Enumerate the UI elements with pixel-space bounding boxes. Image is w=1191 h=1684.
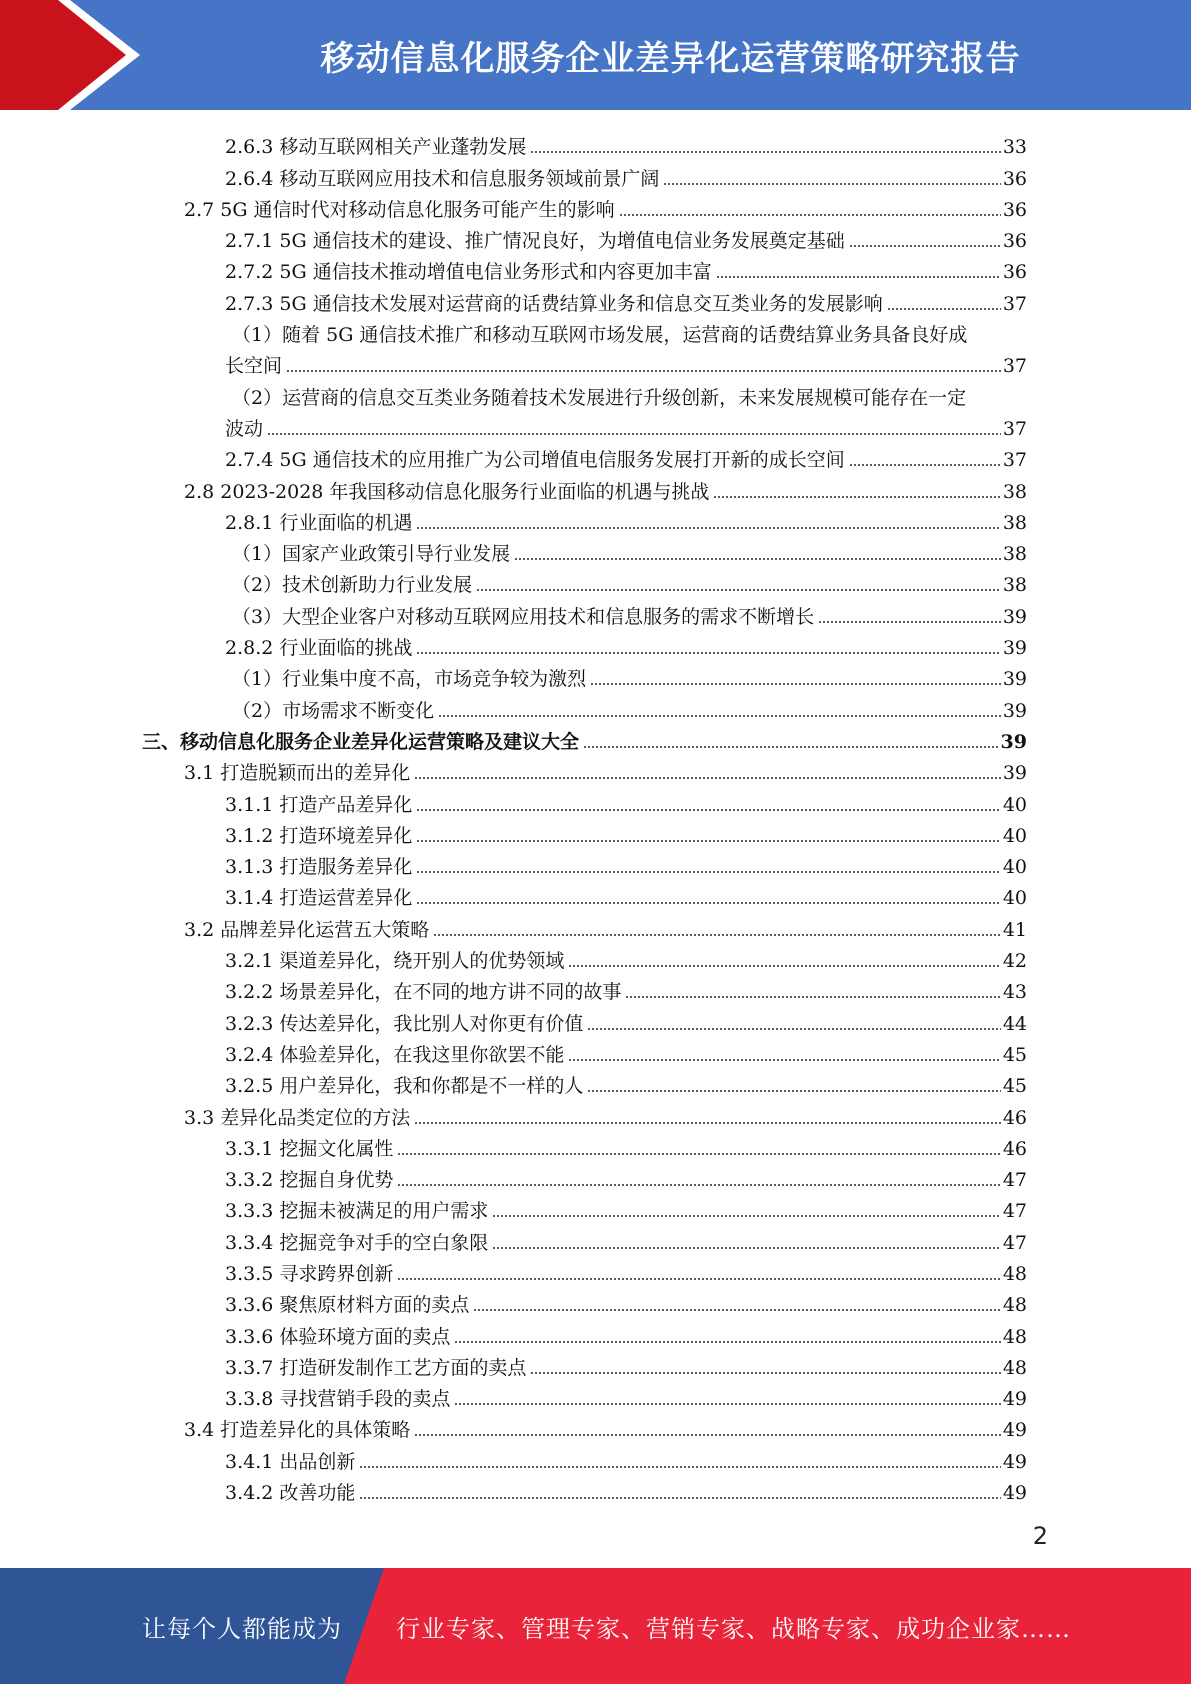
toc-entry-label: （1）随着 5G 通信技术推广和移动互联网市场发展，运营商的话费结算业务具备良好成 — [232, 324, 968, 347]
toc-entry-page: 39 — [1002, 637, 1027, 660]
toc-entry-label: 3.2 品牌差异化运营五大策略 — [184, 918, 430, 941]
toc-entry-label: 3.3.3 挖掘未被满足的用户需求 — [225, 1200, 489, 1223]
toc-entry-page: 49 — [1002, 1450, 1027, 1473]
toc-entry-page: 39 — [1002, 762, 1027, 785]
toc-dot-leader — [590, 682, 1001, 686]
toc-entry[interactable] — [0, 159, 1191, 190]
toc-dot-leader — [619, 213, 1001, 217]
toc-dot-leader — [492, 1246, 1000, 1250]
toc-entry-page: 48 — [1002, 1262, 1027, 1285]
toc-entry-page: 48 — [1002, 1294, 1027, 1317]
toc-entry-page: 48 — [1002, 1325, 1027, 1348]
toc-dot-leader — [568, 1058, 1000, 1062]
toc-entry-page: 39 — [1002, 605, 1027, 628]
toc-dot-leader — [416, 839, 1000, 843]
toc-entry[interactable] — [0, 1442, 1191, 1473]
toc-entry-label: 3.4.2 改善功能 — [225, 1482, 356, 1505]
toc-entry[interactable] — [0, 597, 1191, 628]
toc-entry[interactable] — [0, 191, 1191, 222]
toc-entry[interactable] — [0, 1474, 1191, 1505]
toc-entry-page: 33 — [1002, 136, 1027, 159]
toc-dot-leader — [849, 244, 1001, 248]
table-of-contents — [0, 128, 1191, 1505]
toc-entry-page: 38 — [1002, 480, 1027, 503]
toc-entry[interactable] — [0, 504, 1191, 535]
toc-entry-page: 37 — [1002, 292, 1027, 315]
toc-entry-page: 37 — [1002, 417, 1027, 440]
toc-dot-leader — [416, 901, 1000, 905]
toc-entry[interactable] — [0, 660, 1191, 691]
toc-entry[interactable] — [0, 754, 1191, 785]
toc-entry[interactable] — [0, 691, 1191, 722]
toc-entry[interactable] — [0, 1380, 1191, 1411]
toc-entry-label: （2）运营商的信息交互类业务随着技术发展进行升级创新，未来发展规模可能存在一定 — [232, 386, 967, 409]
toc-entry-page: 40 — [1002, 887, 1027, 910]
toc-entry-page: 38 — [1002, 574, 1027, 597]
toc-entry[interactable] — [0, 566, 1191, 597]
toc-entry-label: 3.3.6 聚焦原材料方面的卖点 — [225, 1294, 470, 1317]
toc-entry[interactable] — [0, 1036, 1191, 1067]
toc-entry-label: 3.3.7 打造研发制作工艺方面的卖点 — [225, 1356, 527, 1379]
toc-entry[interactable] — [0, 910, 1191, 941]
toc-entry-label: 3.2.5 用户差异化，我和你都是不一样的人 — [225, 1075, 584, 1098]
toc-entry[interactable] — [0, 1161, 1191, 1192]
toc-entry[interactable] — [0, 1317, 1191, 1348]
toc-entry[interactable] — [0, 1067, 1191, 1098]
toc-entry[interactable] — [0, 1349, 1191, 1380]
toc-entry-label: （1）国家产业政策引导行业发展 — [232, 543, 511, 566]
report-title: 移动信息化服务企业差异化运营策略研究报告 — [320, 38, 1021, 79]
page-header — [0, 0, 1191, 110]
toc-entry-page: 36 — [1002, 167, 1027, 190]
toc-entry-page: 37 — [1002, 449, 1027, 472]
toc-dot-leader — [414, 1121, 1001, 1125]
toc-entry-page: 36 — [1002, 230, 1027, 253]
toc-entry[interactable] — [0, 1286, 1191, 1317]
toc-entry-label: 3.1.2 打造环境差异化 — [225, 824, 413, 847]
toc-dot-leader — [587, 1027, 1000, 1031]
toc-entry-label: 3.1.4 打造运营差异化 — [225, 887, 413, 910]
toc-dot-leader — [267, 432, 1001, 436]
toc-dot-leader — [476, 588, 1001, 592]
toc-entry-label: 2.8.2 行业面临的挑战 — [225, 637, 413, 660]
toc-entry[interactable] — [0, 848, 1191, 879]
toc-entry-label: （2）市场需求不断变化 — [232, 699, 435, 722]
toc-dot-leader — [359, 1465, 1000, 1469]
toc-entry[interactable] — [0, 535, 1191, 566]
toc-entry-label: 2.6.4 移动互联网应用技术和信息服务领域前景广阔 — [225, 167, 660, 190]
toc-dot-leader — [716, 275, 1001, 279]
toc-entry-page: 40 — [1002, 856, 1027, 879]
toc-dot-leader — [818, 620, 1001, 624]
toc-entry[interactable] — [0, 973, 1191, 1004]
toc-entry[interactable] — [0, 629, 1191, 660]
footer-slogan-left: 让每个人都能成为 — [142, 1614, 342, 1643]
toc-entry[interactable] — [0, 1192, 1191, 1223]
toc-entry-label: 3.1 打造脱颖而出的差异化 — [184, 762, 411, 785]
toc-entry-page: 42 — [1002, 950, 1027, 973]
toc-entry-label: （3）大型企业客户对移动互联网应用技术和信息服务的需求不断增长 — [232, 605, 815, 628]
toc-entry-page: 38 — [1002, 543, 1027, 566]
toc-entry-label: 三、移动信息化服务企业差异化运营策略及建议大全 — [142, 730, 580, 753]
toc-entry[interactable] — [0, 1130, 1191, 1161]
toc-dot-leader — [397, 1183, 1000, 1187]
toc-entry-label: 3.1.1 打造产品差异化 — [225, 793, 413, 816]
toc-entry-label: 波动 — [225, 417, 264, 440]
toc-entry-page: 39 — [1000, 730, 1027, 753]
toc-entry-page: 37 — [1002, 355, 1027, 378]
toc-entry-page: 46 — [1002, 1137, 1027, 1160]
toc-dot-leader — [416, 651, 1000, 655]
toc-entry-label: 2.8 2023-2028 年我国移动信息化服务行业面临的机遇与挑战 — [184, 480, 710, 503]
toc-entry-page: 45 — [1002, 1043, 1027, 1066]
toc-entry-label: 3.3.2 挖掘自身优势 — [225, 1169, 394, 1192]
toc-dot-leader — [414, 1433, 1001, 1437]
toc-dot-leader — [887, 307, 1001, 311]
toc-dot-leader — [625, 995, 1000, 999]
toc-entry-label: 2.8.1 行业面临的机遇 — [225, 511, 413, 534]
toc-dot-leader — [663, 182, 1000, 186]
toc-entry[interactable] — [0, 472, 1191, 503]
toc-dot-leader — [416, 808, 1000, 812]
toc-entry-page: 49 — [1002, 1419, 1027, 1442]
toc-entry[interactable] — [0, 942, 1191, 973]
toc-entry-label: 3.3.4 挖掘竞争对手的空白象限 — [225, 1231, 489, 1254]
toc-entry[interactable] — [0, 128, 1191, 159]
toc-entry-page: 48 — [1002, 1356, 1027, 1379]
toc-dot-leader — [414, 776, 1001, 780]
toc-entry[interactable] — [0, 1411, 1191, 1442]
toc-entry[interactable] — [0, 785, 1191, 816]
toc-entry[interactable] — [0, 441, 1191, 472]
toc-entry-label: 长空间 — [225, 355, 283, 378]
toc-entry[interactable] — [0, 410, 1191, 441]
toc-entry[interactable] — [0, 316, 1191, 347]
page-number: 2 — [1032, 1522, 1048, 1550]
toc-entry-page: 45 — [1002, 1075, 1027, 1098]
toc-entry-label: 3.2.1 渠道差异化，绕开别人的优势领域 — [225, 950, 565, 973]
toc-dot-leader — [473, 1308, 1000, 1312]
toc-entry-label: （2）技术创新助力行业发展 — [232, 574, 473, 597]
toc-dot-leader — [359, 1496, 1000, 1500]
toc-dot-leader — [530, 150, 1000, 154]
toc-entry-label: 3.3.8 寻找营销手段的卖点 — [225, 1388, 451, 1411]
toc-entry-page: 36 — [1002, 261, 1027, 284]
toc-entry[interactable] — [0, 879, 1191, 910]
toc-entry-label: 3.2.4 体验差异化，在我这里你欲罢不能 — [225, 1043, 565, 1066]
page-footer — [0, 1568, 1191, 1684]
toc-entry-page: 40 — [1002, 793, 1027, 816]
toc-entry-page: 39 — [1002, 699, 1027, 722]
toc-entry-label: 3.4.1 出品创新 — [225, 1450, 356, 1473]
toc-dot-leader — [514, 557, 1001, 561]
toc-entry[interactable] — [0, 378, 1191, 409]
toc-entry-label: 3.3.6 体验环境方面的卖点 — [225, 1325, 451, 1348]
toc-entry-label: 2.7.1 5G 通信技术的建设、推广情况良好，为增值电信业务发展奠定基础 — [225, 230, 845, 253]
toc-entry[interactable] — [0, 1004, 1191, 1035]
toc-dot-leader — [416, 526, 1000, 530]
toc-entry-page: 43 — [1002, 981, 1027, 1004]
toc-entry-label: 2.7.3 5G 通信技术发展对运营商的话费结算业务和信息交互类业务的发展影响 — [225, 292, 883, 315]
toc-dot-leader — [433, 933, 1001, 937]
toc-dot-leader — [713, 495, 1000, 499]
toc-dot-leader — [492, 1214, 1000, 1218]
toc-entry[interactable] — [0, 222, 1191, 253]
toc-entry-page: 36 — [1002, 198, 1027, 221]
toc-entry[interactable] — [0, 817, 1191, 848]
toc-entry-page: 49 — [1002, 1482, 1027, 1505]
toc-entry[interactable] — [0, 1223, 1191, 1254]
toc-entry-page: 49 — [1002, 1388, 1027, 1411]
toc-entry-label: 3.3.5 寻求跨界创新 — [225, 1262, 394, 1285]
toc-entry-label: 2.7.2 5G 通信技术推动增值电信业务形式和内容更加丰富 — [225, 261, 712, 284]
toc-entry-page: 41 — [1002, 918, 1027, 941]
toc-entry-label: 2.7.4 5G 通信技术的应用推广为公司增值电信服务发展打开新的成长空间 — [225, 449, 845, 472]
toc-entry-label: 3.2.2 场景差异化，在不同的地方讲不同的故事 — [225, 981, 622, 1004]
toc-dot-leader — [438, 714, 1001, 718]
toc-dot-leader — [454, 1340, 1000, 1344]
toc-dot-leader — [583, 745, 999, 749]
toc-entry[interactable] — [0, 1255, 1191, 1286]
toc-entry[interactable] — [0, 284, 1191, 315]
toc-entry[interactable] — [0, 347, 1191, 378]
toc-entry-label: 3.4 打造差异化的具体策略 — [184, 1419, 411, 1442]
toc-dot-leader — [530, 1371, 1000, 1375]
toc-entry-page: 47 — [1002, 1169, 1027, 1192]
toc-entry-page: 39 — [1002, 668, 1027, 691]
toc-entry-label: 3.1.3 打造服务差异化 — [225, 856, 413, 879]
toc-dot-leader — [416, 870, 1000, 874]
toc-entry-label: （1）行业集中度不高，市场竞争较为激烈 — [232, 668, 587, 691]
toc-entry-label: 2.7 5G 通信时代对移动信息化服务可能产生的影响 — [184, 198, 615, 221]
toc-entry-page: 47 — [1002, 1231, 1027, 1254]
toc-entry[interactable] — [0, 253, 1191, 284]
toc-entry-page: 38 — [1002, 511, 1027, 534]
toc-entry[interactable] — [0, 723, 1191, 754]
toc-entry-page: 46 — [1002, 1106, 1027, 1129]
toc-entry-label: 2.6.3 移动互联网相关产业蓬勃发展 — [225, 136, 527, 159]
toc-entry-page: 44 — [1002, 1012, 1027, 1035]
footer-slogan-right: 行业专家、管理专家、营销专家、战略专家、成功企业家…… — [396, 1614, 1071, 1643]
toc-dot-leader — [286, 369, 1001, 373]
toc-entry-label: 3.3 差异化品类定位的方法 — [184, 1106, 411, 1129]
toc-dot-leader — [587, 1089, 1000, 1093]
toc-entry[interactable] — [0, 1098, 1191, 1129]
toc-dot-leader — [397, 1152, 1000, 1156]
toc-dot-leader — [397, 1277, 1000, 1281]
toc-entry-label: 3.3.1 挖掘文化属性 — [225, 1137, 394, 1160]
toc-entry-page: 40 — [1002, 824, 1027, 847]
toc-entry-page: 47 — [1002, 1200, 1027, 1223]
toc-dot-leader — [568, 964, 1000, 968]
toc-dot-leader — [849, 463, 1001, 467]
toc-entry-label: 3.2.3 传达差异化，我比别人对你更有价值 — [225, 1012, 584, 1035]
toc-dot-leader — [454, 1402, 1000, 1406]
